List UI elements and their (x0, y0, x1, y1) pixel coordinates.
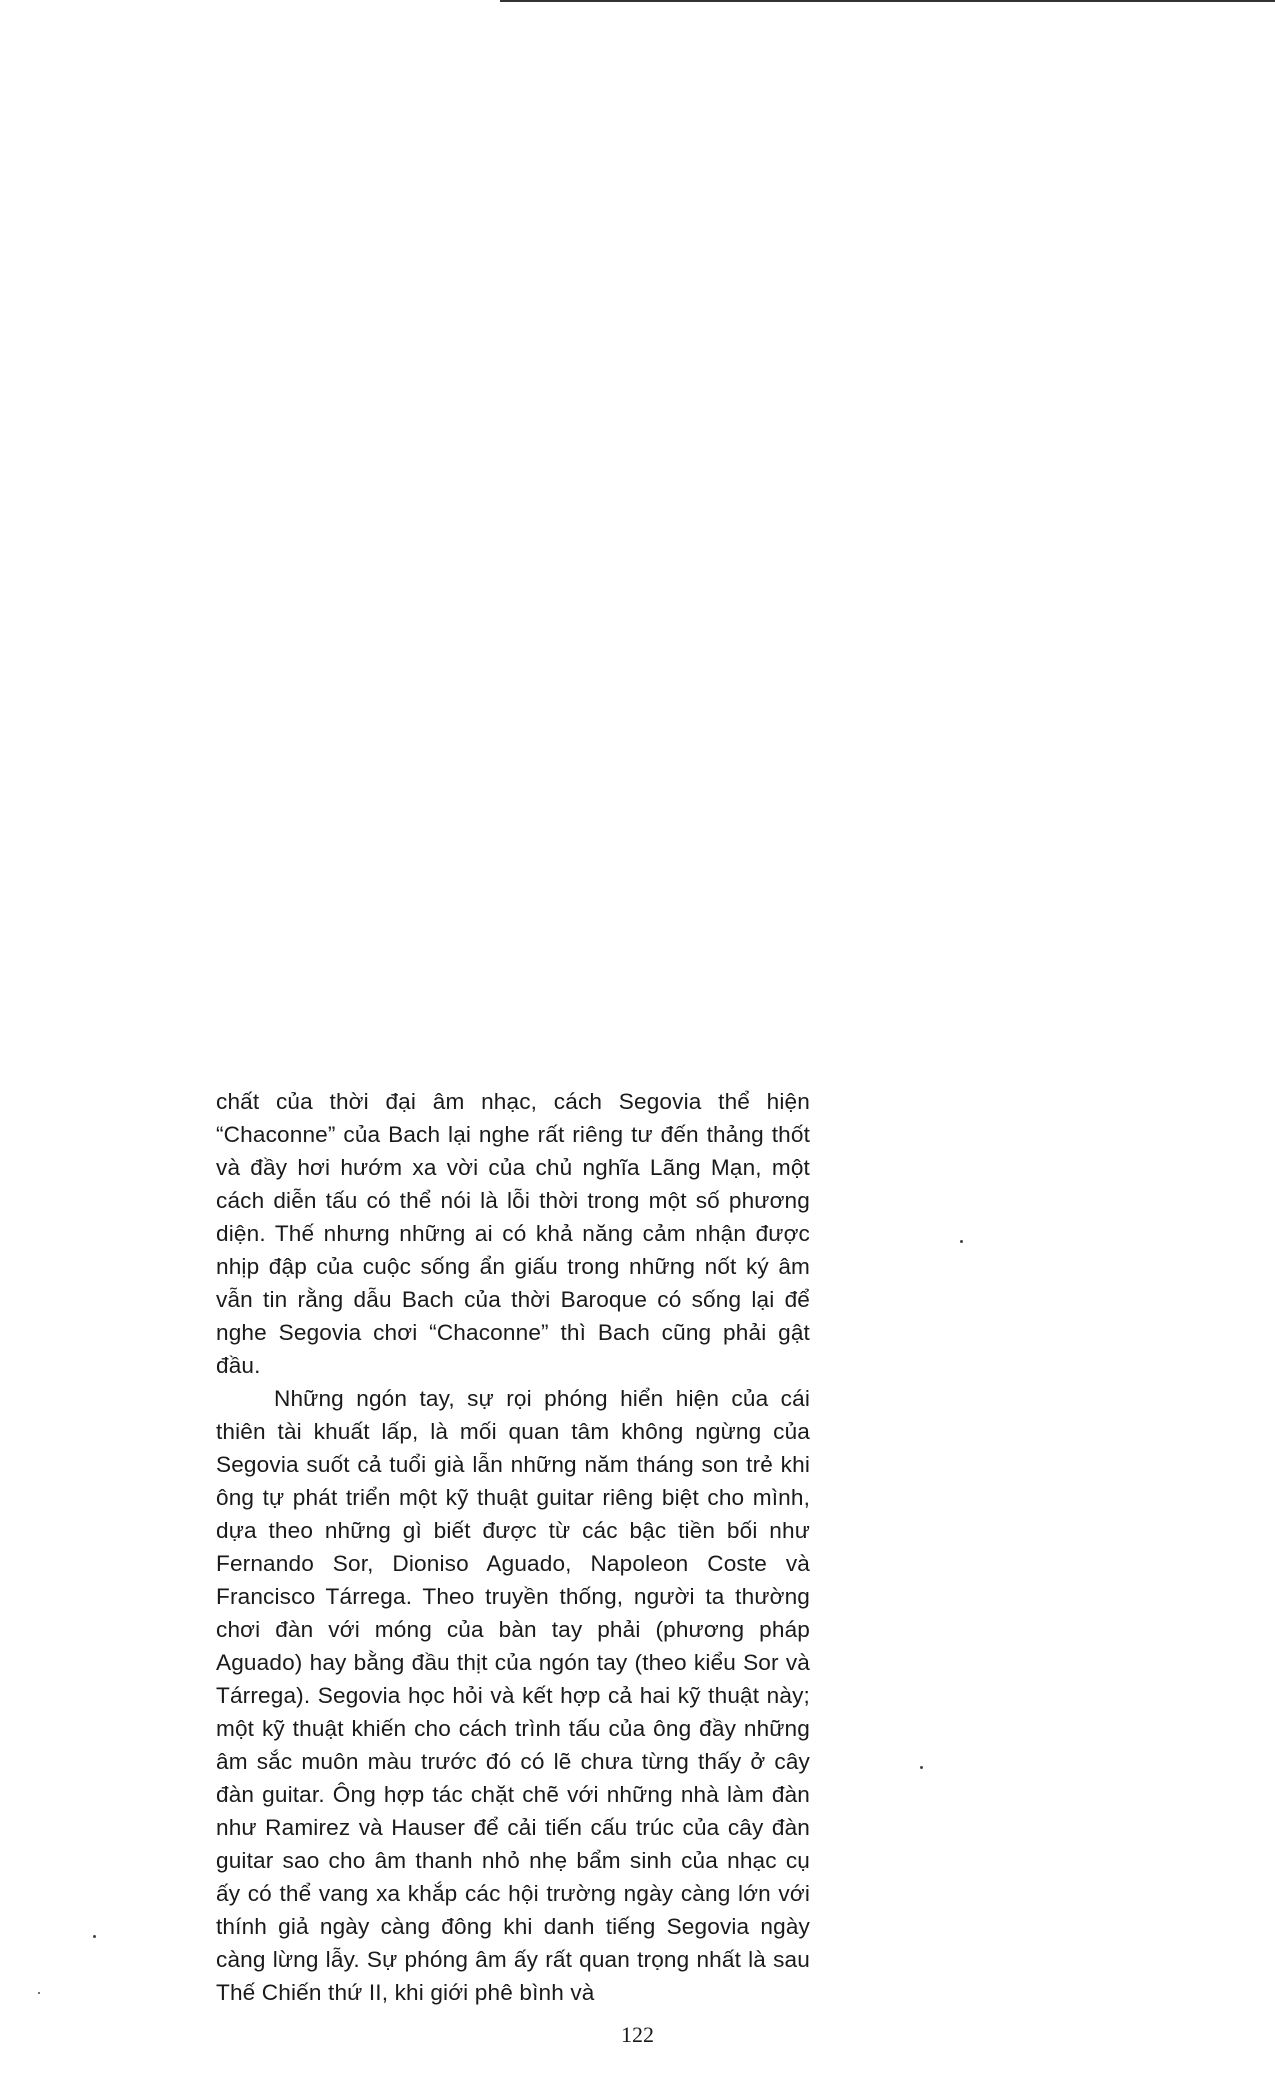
scan-speck (960, 1240, 963, 1243)
scan-speck (93, 1935, 96, 1938)
body-paragraph: Những ngón tay, sự rọi phóng hiển hiện của cái thiên tài khuất lấp, là mối quan tâm không ngừng của Segovia suốt cả tuổi già lẫn những năm tháng son trẻ khi ông tự phát triển một kỹ thuật guitar riêng biệt cho mình, dựa theo những gì biết được từ các bậc tiền bối như Fernando Sor, Dioniso Aguado, Napoleon Coste và Francisco Tárrega. Theo truyền thống, người ta thường chơi đàn với móng của bàn tay phải (phương pháp Aguado) hay bằng đầu thịt của ngón tay (theo kiểu Sor và Tárrega). Segovia học hỏi và kết hợp cả hai kỹ thuật này; một kỹ thuật khiến cho cách trình tấu của ông đầy những âm sắc muôn màu trước đó có lẽ chưa từng thấy ở cây đàn guitar. Ông hợp tác chặt chẽ với những nhà làm đàn như Ramirez và Hauser để cải tiến cấu trúc của cây đàn guitar sao cho âm thanh nhỏ nhẹ bẩm sinh của nhạc cụ ấy có thể vang xa khắp các hội trường ngày càng lớn với thính giả ngày càng đông khi danh tiếng Segovia ngày càng lừng lẫy. Sự phóng âm ấy rất quan trọng nhất là sau Thế Chiến thứ II, khi giới phê bình và (216, 1386, 810, 2005)
page-body (216, 1085, 810, 2009)
page-number: 122 (621, 2022, 654, 2047)
scan-speck (920, 1766, 923, 1769)
scan-speck (38, 1992, 40, 1994)
body-paragraph: chất của thời đại âm nhạc, cách Segovia thể hiện “Chaconne” của Bach lại nghe rất riêng tư đến thảng thốt và đầy hơi hướm xa vời của chủ nghĩa Lãng Mạn, một cách diễn tấu có thể nói là lỗi thời trong một số phương diện. Thế nhưng những ai có khả năng cảm nhận được nhịp đập của cuộc sống ẩn giấu trong những nốt ký âm vẫn tin rằng dẫu Bach của thời Baroque có sống lại để nghe Segovia chơi “Chaconne” thì Bach cũng phải gật đầu. (216, 1089, 810, 1378)
top-scan-edge (500, 0, 1275, 2)
